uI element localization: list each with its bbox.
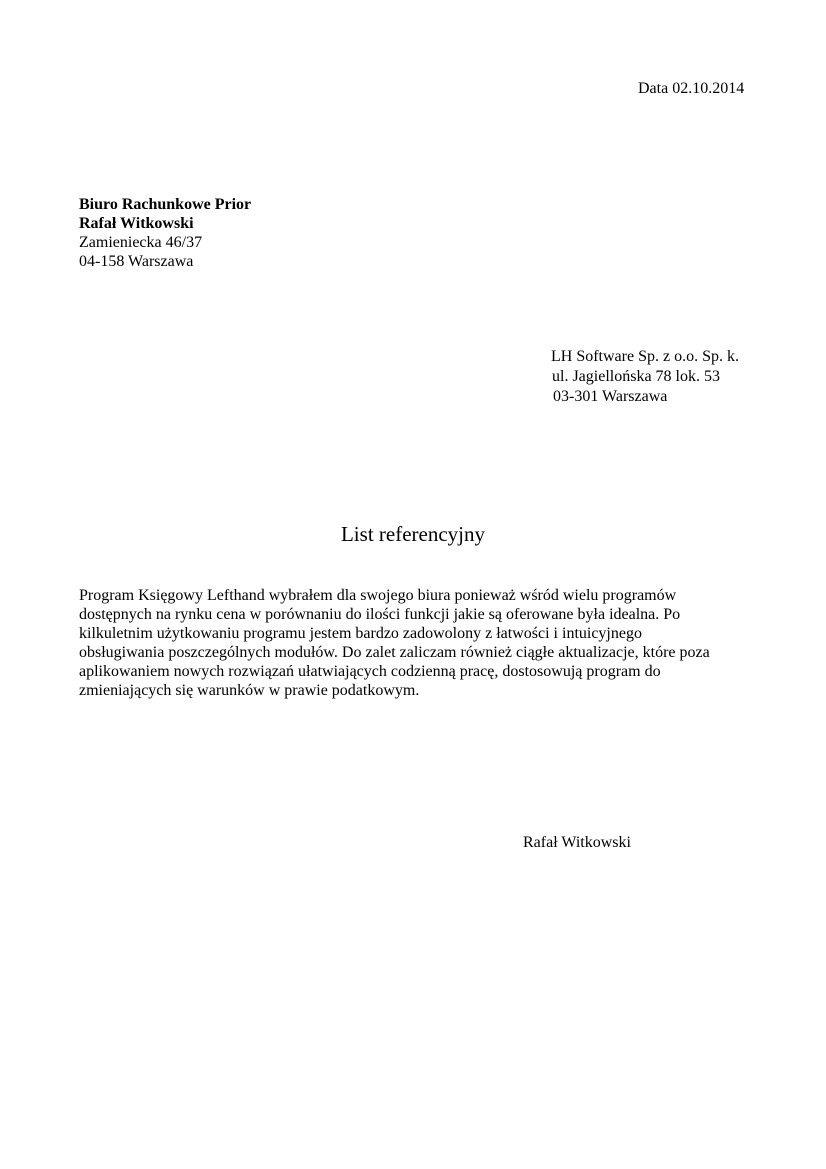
body-line: dostępnych na rynku cena w porównaniu do ilości funkcji jakie są oferowane była idealna. Po — [79, 606, 681, 623]
body-line: aplikowaniem nowych rozwiązań ułatwiających codzienną pracę, dostosowują program do — [79, 663, 661, 680]
sender-person: Rafał Witkowski — [79, 215, 194, 232]
recipient-city: 03-301 Warszawa — [553, 388, 668, 405]
letter-date: Data 02.10.2014 — [638, 80, 745, 97]
recipient-address-block — [551, 347, 739, 407]
letter-title: List referencyjny — [340, 522, 486, 546]
recipient-street: ul. Jagiellońska 78 lok. 53 — [552, 368, 720, 385]
recipient-company: LH Software Sp. z o.o. Sp. k. — [551, 348, 739, 365]
sender-address-block — [79, 195, 251, 271]
signature: Rafał Witkowski — [523, 834, 631, 851]
sender-company: Biuro Rachunkowe Prior — [79, 196, 252, 213]
body-line: kilkuletnim użytkowaniu programu jestem bardzo zadowolony z łatwości i intuicyjnego — [79, 625, 642, 642]
letter-body — [79, 586, 759, 700]
body-line: Program Księgowy Lefthand wybrałem dla swojego biura ponieważ wśród wielu programów — [79, 587, 677, 604]
sender-street: Zamieniecka 46/37 — [79, 234, 203, 251]
body-line: obsługiwania poszczególnych modułów. Do zalet zaliczam również ciągłe aktualizacje, które poza — [79, 644, 710, 661]
sender-city: 04-158 Warszawa — [79, 253, 194, 270]
body-line: zmieniających się warunków w prawie podatkowym. — [79, 682, 420, 699]
